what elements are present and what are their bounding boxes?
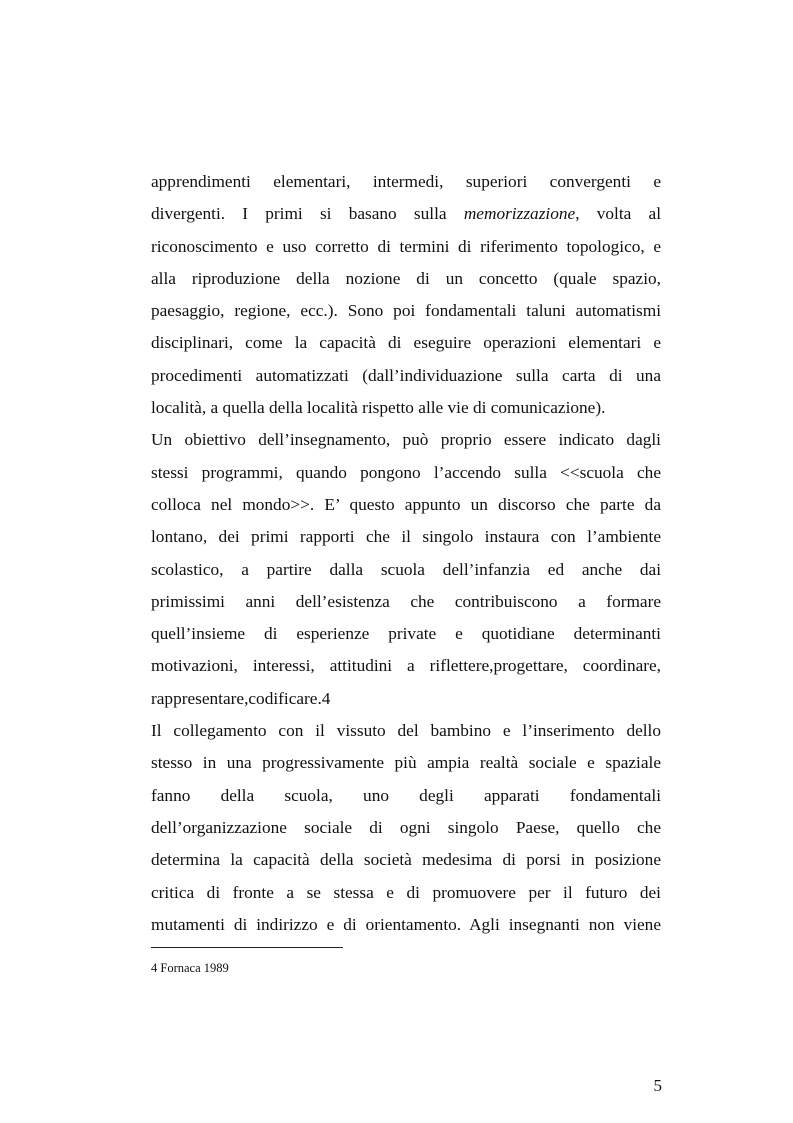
text-line: lontano, dei primi rapporti che il singolo instaura con l’ambiente [151,527,661,547]
paragraph [151,166,661,424]
text-line: stesso in una progressivamente più ampia realtà sociale e spaziale [151,753,661,773]
text-line: dell’organizzazione sociale di ogni singolo Paese, quello che [151,817,661,837]
text-line: Un obiettivo dell’insegnamento, può proprio essere indicato dagli [151,430,661,450]
text-line: primissimi anni dell’esistenza che contribuiscono a formare [151,591,661,611]
footnote: 4 Fornaca 1989 [151,961,229,975]
text-line: scolastico, a partire dalla scuola dell’infanzia ed anche dai [151,559,661,579]
text-line: alla riproduzione della nozione di un concetto (quale spazio, [151,268,661,288]
text-line: località, a quella della località rispetto alle vie di comunicazione). [151,398,606,418]
text-line: procedimenti automatizzati (dall’individuazione sulla carta di una [151,365,661,385]
text-line: riconoscimento e uso corretto di termini di riferimento topologico, e [151,236,661,256]
footnote-separator [151,947,343,948]
text-line: disciplinari, come la capacità di eseguire operazioni elementari e [151,333,661,353]
paragraph [151,715,661,941]
text-line: critica di fronte a se stessa e di promuovere per il futuro dei [151,882,661,902]
text-line: mutamenti di indirizzo e di orientamento. Agli insegnanti non viene [151,914,661,934]
text-line: Il collegamento con il vissuto del bambino e l’inserimento dello [151,721,661,741]
text-line: motivazioni, interessi, attitudini a riflettere,progettare, coordinare, [151,656,661,676]
body-text [151,166,661,941]
text-line: quell’insieme di esperienze private e quotidiane determinanti [151,624,661,644]
emphasized-term: memorizzazione [463,204,576,224]
text-line: determina la capacità della società medesima di porsi in posizione [151,850,661,870]
text-line: fanno della scuola, uno degli apparati fondamentali [151,785,661,805]
text-line: stessi programmi, quando pongono l’accendo sulla <<scuola che [151,462,661,482]
text-line [151,198,661,230]
page-number: 5 [653,1076,662,1095]
text-line: colloca nel mondo>>. E’ questo appunto un discorso che parte da [151,494,661,514]
text-segment: divergenti. I primi si basano sulla [151,204,464,224]
text-line: paesaggio, regione, ecc.). Sono poi fondamentali taluni automatismi [151,301,661,321]
paragraph [151,424,661,715]
text-line: apprendimenti elementari, intermedi, superiori convergenti e [151,172,661,191]
text-segment: , volta al [575,204,661,224]
text-line: rappresentare,codificare.4 [151,688,331,708]
